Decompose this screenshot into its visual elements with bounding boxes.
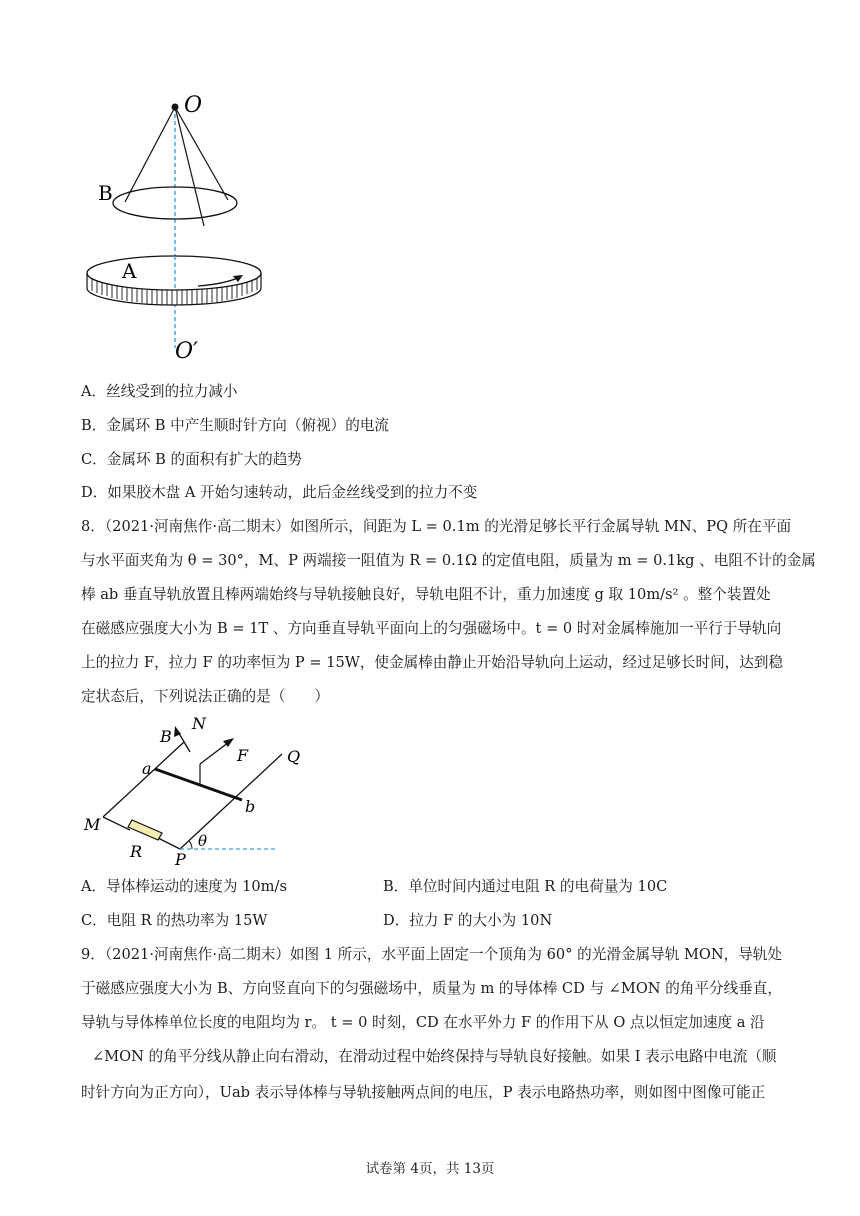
label-a: A <box>122 259 137 283</box>
disk-a-top <box>87 256 261 290</box>
q8-option-d: D．拉力 F 的大小为 10N <box>383 912 553 929</box>
q8-option-a: A．导体棒运动的速度为 10m/s <box>81 878 287 895</box>
metal-rod-ab <box>155 769 242 800</box>
label-b-field: B <box>160 727 172 746</box>
q9-line-4: ∠MON 的角平分线从静止向右滑动，在滑动过程中始终保持与导轨良好接触。如果 I 表示电路中电流（顺 <box>92 1048 777 1065</box>
q9-line-2: 于磁感应强度大小为 B、方向竖直向下的匀强磁场中，质量为 m 的导体棒 CD 与 ∠MON 的角平分线垂直， <box>81 980 782 997</box>
label-b-end: b <box>245 797 256 816</box>
angle-arc <box>189 841 192 849</box>
q7-option-b: B．金属环 B 中产生顺时针方向（俯视）的电流 <box>81 417 390 434</box>
page-footer: 试卷第 4页，共 13页 <box>365 1161 495 1177</box>
thread-2 <box>175 107 228 200</box>
wire-mp-1 <box>103 817 130 830</box>
wire-mp-2 <box>158 838 180 849</box>
thread-3 <box>175 107 204 226</box>
q8-line-5: 上的拉力 F，拉力 F 的功率恒为 P = 15W，使金属棒由静止开始沿导轨向上运动，经过足够长时间，达到稳 <box>81 654 784 671</box>
q8-line-4: 在磁感应强度大小为 B = 1T 、方向垂直导轨平面向上的匀强磁场中。t = 0 时对金属棒施加一平行于导轨向 <box>81 620 782 637</box>
label-theta: θ <box>198 832 208 850</box>
label-m: M <box>84 815 101 834</box>
label-o: O <box>184 93 203 118</box>
q7-option-c: C．金属环 B 的面积有扩大的趋势 <box>81 451 302 468</box>
rail-pq <box>180 754 282 849</box>
label-a-end: a <box>142 759 152 778</box>
label-f: F <box>237 746 249 765</box>
label-o-prime: O′ <box>175 339 199 364</box>
figure-ring-and-disk <box>80 90 280 370</box>
q8-line-3: 棒 ab 垂直导轨放置且棒两端始终与导轨接触良好，导轨电阻不计，重力加速度 g 取 10m/s² 。整个装置处 <box>81 586 771 603</box>
q8-line-6: 定状态后，下列说法正确的是（ ） <box>81 688 330 705</box>
figure-inclined-rails <box>80 712 300 872</box>
q9-line-3: 导轨与导体棒单位长度的电阻均为 r。 t = 0 时刻，CD 在水平外力 F 的作用下从 O 点以恒定加速度 a 沿 <box>81 1014 765 1031</box>
q8-line-2: 与水平面夹角为 θ = 30°，M、P 两端接一阻值为 R = 0.1Ω 的定值电阻，质量为 m = 0.1kg 、电阻不计的金属 <box>81 552 816 569</box>
q8-option-b: B．单位时间内通过电阻 R 的电荷量为 10C <box>383 878 668 895</box>
label-p: P <box>175 850 186 869</box>
suspension-point-o <box>172 104 179 111</box>
q7-option-a: A．丝线受到的拉力减小 <box>81 383 238 400</box>
q8-line-1: 8．（2021·河南焦作·高二期末）如图所示，间距为 L = 0.1m 的光滑足够长平行金属导轨 MN、PQ 所在平面 <box>81 518 792 535</box>
q8-option-c: C．电阻 R 的热功率为 15W <box>81 912 268 929</box>
resistor-r <box>128 820 162 840</box>
label-b: B <box>98 181 113 205</box>
q9-line-5: 时针方向为正方向），Uab 表示导体棒与导轨接触两点间的电压，P 表示电路热功率，则如图中图像可能正 <box>81 1084 766 1101</box>
force-arrow-f <box>200 742 229 764</box>
rail-mn <box>103 742 184 817</box>
label-q: Q <box>287 747 300 766</box>
label-r: R <box>130 842 143 861</box>
q9-line-1: 9．（2021·河南焦作·高二期末）如图 1 所示，水平面上固定一个顶角为 60° 的光滑金属导轨 MON，导轨处 <box>81 946 782 963</box>
q7-option-d: D．如果胶木盘 A 开始匀速转动，此后金丝线受到的拉力不变 <box>81 484 478 501</box>
label-n: N <box>192 714 206 733</box>
